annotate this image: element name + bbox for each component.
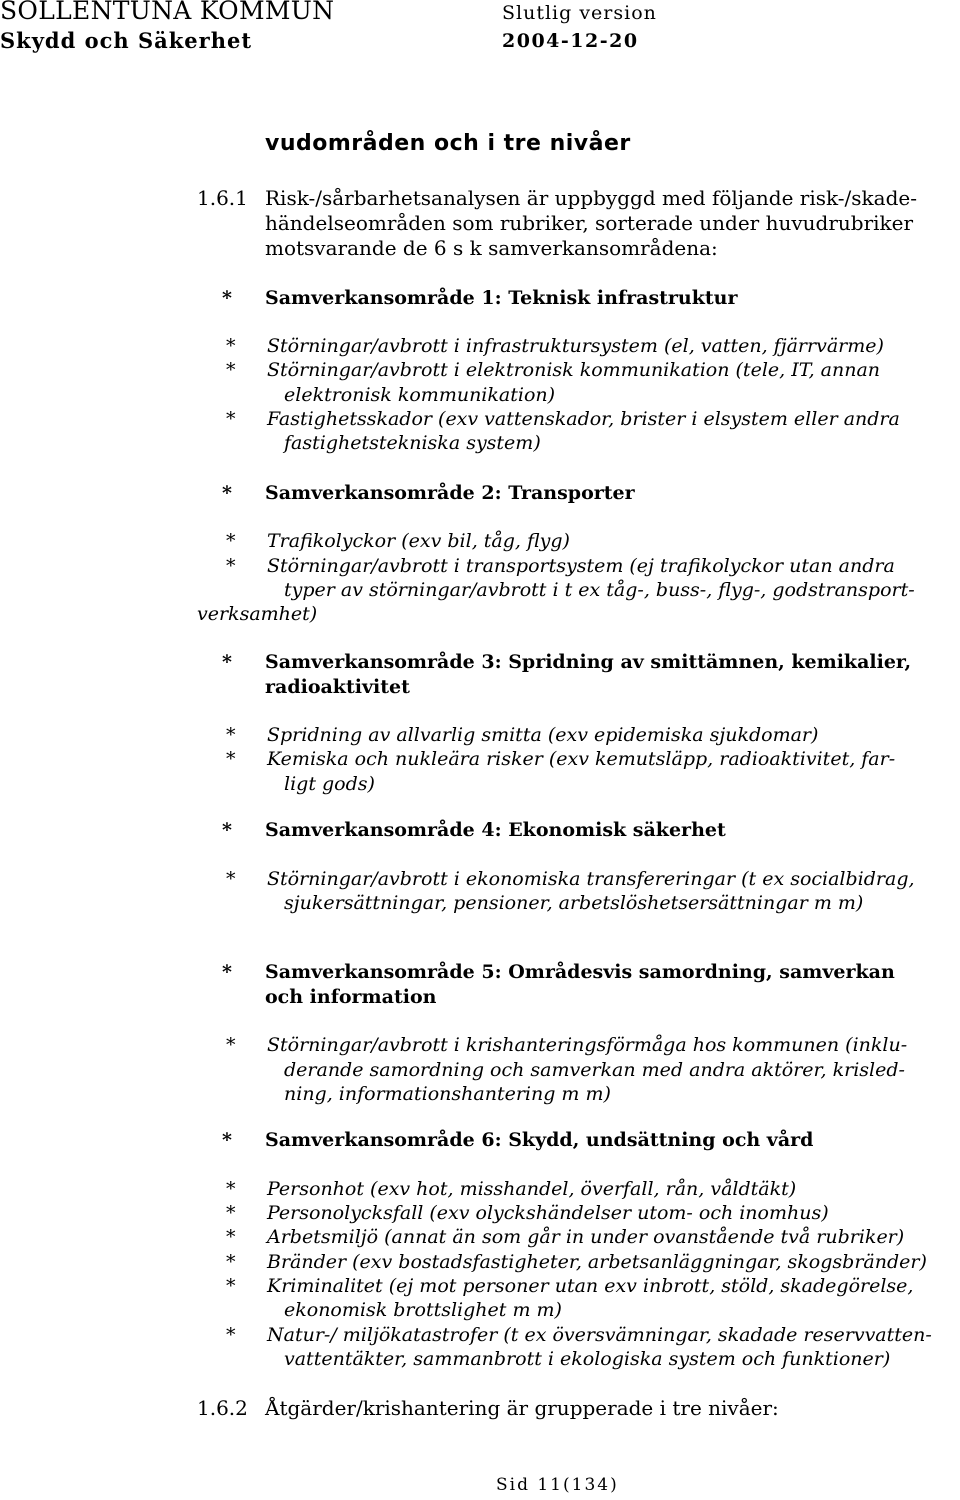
intro-line: händelseområden som rubriker, sorterade under huvudrubriker [265, 211, 914, 235]
list-item: Kemiska och nukleära risker (exv kemutsläpp, radioaktivitet, far- [267, 748, 896, 770]
area-heading: Samverkansområde 1: Teknisk infrastruktur [265, 287, 738, 309]
list-item: Kriminalitet (ej mot personer utan exv inbrott, stöld, skadegörelse, [267, 1275, 914, 1297]
item-bullet: * [226, 1226, 236, 1248]
list-item: Personhot (exv hot, misshandel, överfall, rån, våldtäkt) [267, 1178, 797, 1200]
list-item: Trafikolyckor (exv bil, tåg, flyg) [267, 530, 570, 552]
list-item: Störningar/avbrott i infrastruktursystem (el, vatten, fjärrvärme) [267, 335, 884, 357]
item-bullet: * [226, 530, 236, 552]
list-item: Fastighetsskador (exv vattenskador, brister i elsystem eller andra [267, 408, 900, 430]
list-item: Störningar/avbrott i elektronisk kommunikation (tele, IT, annan [267, 359, 881, 381]
header-organization: SOLLENTUNA KOMMUN [0, 0, 335, 25]
list-item: Störningar/avbrott i ekonomiska transfereringar (t ex socialbidrag, [267, 868, 915, 890]
list-item-continued: fastighetstekniska system) [284, 432, 541, 454]
item-bullet: * [226, 1202, 236, 1224]
intro-line: motsvarande de 6 s k samverkansområdena: [265, 236, 718, 260]
list-item: Störningar/avbrott i krishanteringsförmåga hos kommunen (inklu- [267, 1034, 908, 1056]
section-title: vudområden och i tre nivåer [265, 131, 631, 156]
heading-bullet: * [222, 961, 232, 983]
area-heading-continued: radioaktivitet [265, 676, 410, 698]
header-department: Skydd och Säkerhet [0, 28, 253, 53]
heading-bullet: * [222, 287, 232, 309]
header-version: Slutlig version [502, 2, 657, 24]
item-bullet: * [226, 1275, 236, 1297]
item-bullet: * [226, 335, 236, 357]
list-item: Natur-/ miljökatastrofer (t ex översvämningar, skadade reservvatten- [267, 1324, 932, 1346]
item-bullet: * [226, 868, 236, 890]
list-item-continued: verksamhet) [197, 603, 318, 625]
item-bullet: * [226, 1034, 236, 1056]
list-item-continued: elektronisk kommunikation) [284, 384, 556, 406]
area-heading: Samverkansområde 4: Ekonomisk säkerhet [265, 819, 726, 841]
item-bullet: * [226, 1178, 236, 1200]
heading-bullet: * [222, 819, 232, 841]
page-number: Sid 11(134) [496, 1475, 619, 1495]
list-item: Spridning av allvarlig smitta (exv epidemiska sjukdomar) [267, 724, 819, 746]
heading-bullet: * [222, 1129, 232, 1151]
item-bullet: * [226, 359, 236, 381]
list-item-continued: vattentäkter, sammanbrott i ekologiska system och funktioner) [284, 1348, 891, 1370]
list-item: Bränder (exv bostadsfastigheter, arbetsanläggningar, skogsbränder) [267, 1251, 927, 1273]
list-item: Personolycksfall (exv olyckshändelser utom- och inomhus) [267, 1202, 829, 1224]
list-item-continued: derande samordning och samverkan med andra aktörer, krisled- [284, 1059, 905, 1081]
heading-bullet: * [222, 651, 232, 673]
list-item: Arbetsmiljö (annat än som går in under ovanstående två rubriker) [267, 1226, 905, 1248]
area-heading: Samverkansområde 6: Skydd, undsättning och vård [265, 1129, 814, 1151]
item-bullet: * [226, 748, 236, 770]
area-heading: Samverkansområde 5: Områdesvis samordning, samverkan [265, 961, 895, 983]
list-item-continued: typer av störningar/avbrott i t ex tåg-, buss-, flyg-, godstransport- [284, 579, 915, 601]
list-item-continued: sjukersättningar, pensioner, arbetslöshetsersättningar m m) [284, 892, 864, 914]
intro-line: Risk-/sårbarhetsanalysen är uppbyggd med följande risk-/skade- [265, 186, 917, 210]
list-item-continued: ning, informationshantering m m) [284, 1083, 611, 1105]
area-heading: Samverkansområde 3: Spridning av smittämnen, kemikalier, [265, 651, 912, 673]
list-item-continued: ekonomisk brottslighet m m) [284, 1299, 562, 1321]
list-item-continued: ligt gods) [284, 773, 375, 795]
heading-bullet: * [222, 482, 232, 504]
item-bullet: * [226, 1251, 236, 1273]
outro-text: Åtgärder/krishantering är grupperade i tre nivåer: [265, 1396, 779, 1420]
item-bullet: * [226, 1324, 236, 1346]
intro-number: 1.6.1 [197, 186, 248, 210]
area-heading: Samverkansområde 2: Transporter [265, 482, 635, 504]
area-heading-continued: och information [265, 986, 437, 1008]
item-bullet: * [226, 724, 236, 746]
outro-number: 1.6.2 [197, 1396, 248, 1420]
list-item: Störningar/avbrott i transportsystem (ej trafikolyckor utan andra [267, 555, 895, 577]
header-date: 2004-12-20 [502, 30, 639, 52]
item-bullet: * [226, 408, 236, 430]
item-bullet: * [226, 555, 236, 577]
